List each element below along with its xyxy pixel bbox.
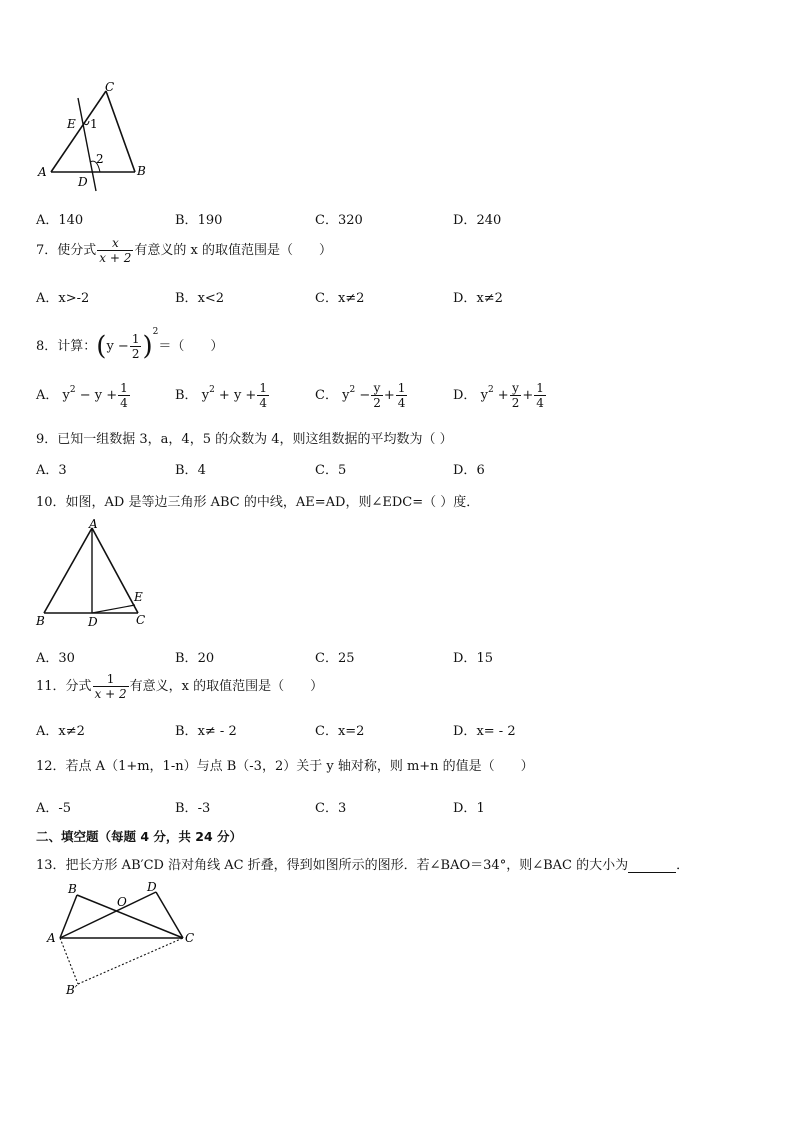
figure-q6-triangle — [34, 78, 164, 196]
q13-answer-blank[interactable] — [628, 859, 676, 873]
q10-option-b[interactable]: B．20 — [175, 651, 215, 666]
question-13 — [36, 854, 689, 873]
question-11 — [36, 672, 323, 701]
q9-option-c[interactable]: C．5 — [315, 463, 347, 478]
label-A: A — [38, 165, 47, 179]
q7-option-c[interactable]: C．x≠2 — [315, 291, 365, 306]
angle-1-label: 1 — [90, 117, 98, 131]
q11-option-a[interactable]: A．x≠2 — [36, 724, 85, 739]
q11-suffix: 有意义，x 的取值范围是（ ） — [129, 679, 324, 694]
q8-option-d[interactable]: D． $y^2$ + $\frac{y}{2}$ + $\frac{1}{4}$ — [453, 381, 544, 410]
label-C: C — [105, 80, 115, 94]
q8-suffix: ＝（ ） — [158, 339, 224, 354]
q12-option-c[interactable]: C．3 — [315, 801, 347, 816]
q11-prefix: 11．分式 — [36, 679, 92, 694]
q9-option-a[interactable]: A．3 — [36, 463, 67, 478]
question-7 — [36, 236, 332, 265]
q9-option-b[interactable]: B．4 — [175, 463, 206, 478]
label-D: D — [147, 880, 157, 894]
q13-text: 13．把长方形 AB′CD 沿对角线 AC 折叠，得到如图所示的图形．若∠BAO＝34°，则∠BAC 的大小为 — [36, 858, 629, 873]
q6-option-a[interactable]: A．140 — [36, 213, 84, 228]
q7-option-a[interactable]: A．x>-2 — [36, 291, 90, 306]
question-9: 9．已知一组数据 3，a，4，5 的众数为 4，则这组数据的平均数为（ ） — [36, 432, 453, 447]
label-E: E — [134, 590, 143, 604]
q11-option-b[interactable]: B．x≠ - 2 — [175, 724, 237, 739]
label-E: E — [67, 117, 76, 131]
label-D: D — [88, 615, 98, 629]
question-12: 12．若点 A（1+m，1-n）与点 B（-3，2）关于 y 轴对称，则 m+n 的值是（ ） — [36, 759, 534, 774]
q6-option-b[interactable]: B．190 — [175, 213, 223, 228]
q8-fraction: $\frac{1}{2}$ — [131, 332, 140, 361]
figure-q13-folded-rectangle — [40, 878, 210, 1000]
q10-option-c[interactable]: C．25 — [315, 651, 355, 666]
label-B: B — [137, 164, 146, 178]
q10-option-a[interactable]: A．30 — [36, 651, 75, 666]
q12-option-d[interactable]: D．1 — [453, 801, 485, 816]
label-O: O — [117, 895, 127, 909]
q7-suffix: 有意义的 x 的取值范围是（ ） — [134, 243, 332, 258]
label-B: B — [36, 614, 45, 628]
q7-fraction: $\frac{x}{x + 2}$ — [99, 236, 132, 265]
q8-inner: y − — [106, 339, 129, 354]
label-B: B — [68, 882, 77, 896]
q8-option-c[interactable]: C． $y^2$ − $\frac{y}{2}$ + $\frac{1}{4}$ — [315, 381, 406, 410]
label-A: A — [89, 518, 98, 531]
label-D: D — [78, 175, 88, 189]
q12-option-a[interactable]: A．-5 — [36, 801, 72, 816]
angle-2-label: 2 — [96, 152, 104, 166]
q8-option-b[interactable]: B． $y^2 + y$ + $\frac{1}{4}$ — [175, 381, 267, 410]
q12-option-b[interactable]: B．-3 — [175, 801, 211, 816]
label-A: A — [47, 931, 56, 945]
q6-option-c[interactable]: C．320 — [315, 213, 363, 228]
q11-option-c[interactable]: C．x=2 — [315, 724, 365, 739]
label-C: C — [185, 931, 195, 945]
q7-prefix: 7．使分式 — [36, 243, 97, 258]
label-B-prime: B′ — [66, 983, 78, 997]
q9-option-d[interactable]: D．6 — [453, 463, 485, 478]
q8-prefix: 8．计算： — [36, 339, 97, 354]
q6-option-d[interactable]: D．240 — [453, 213, 502, 228]
q7-option-b[interactable]: B．x<2 — [175, 291, 225, 306]
q10-option-d[interactable]: D．15 — [453, 651, 493, 666]
question-8: 8．计算：(y − $\frac{1}{2}$ )$^2$＝（ ） — [36, 327, 224, 362]
q8-exponent: 2 — [152, 327, 159, 337]
q7-option-d[interactable]: D．x≠2 — [453, 291, 503, 306]
label-C: C — [136, 613, 146, 627]
section-2-title: 二、填空题（每题 4 分，共 24 分） — [36, 829, 243, 844]
q13-end: ． — [676, 858, 690, 873]
question-10: 10．如图，AD 是等边三角形 ABC 的中线，AE=AD，则∠EDC=（ ）度． — [36, 495, 480, 510]
q8-option-a[interactable]: A． $y^2 - y$ + $\frac{1}{4}$ — [36, 381, 128, 410]
figure-q10-triangle — [34, 518, 154, 630]
q11-fraction: $\frac{1}{x + 2}$ — [94, 672, 127, 701]
q11-option-d[interactable]: D．x= - 2 — [453, 724, 516, 739]
